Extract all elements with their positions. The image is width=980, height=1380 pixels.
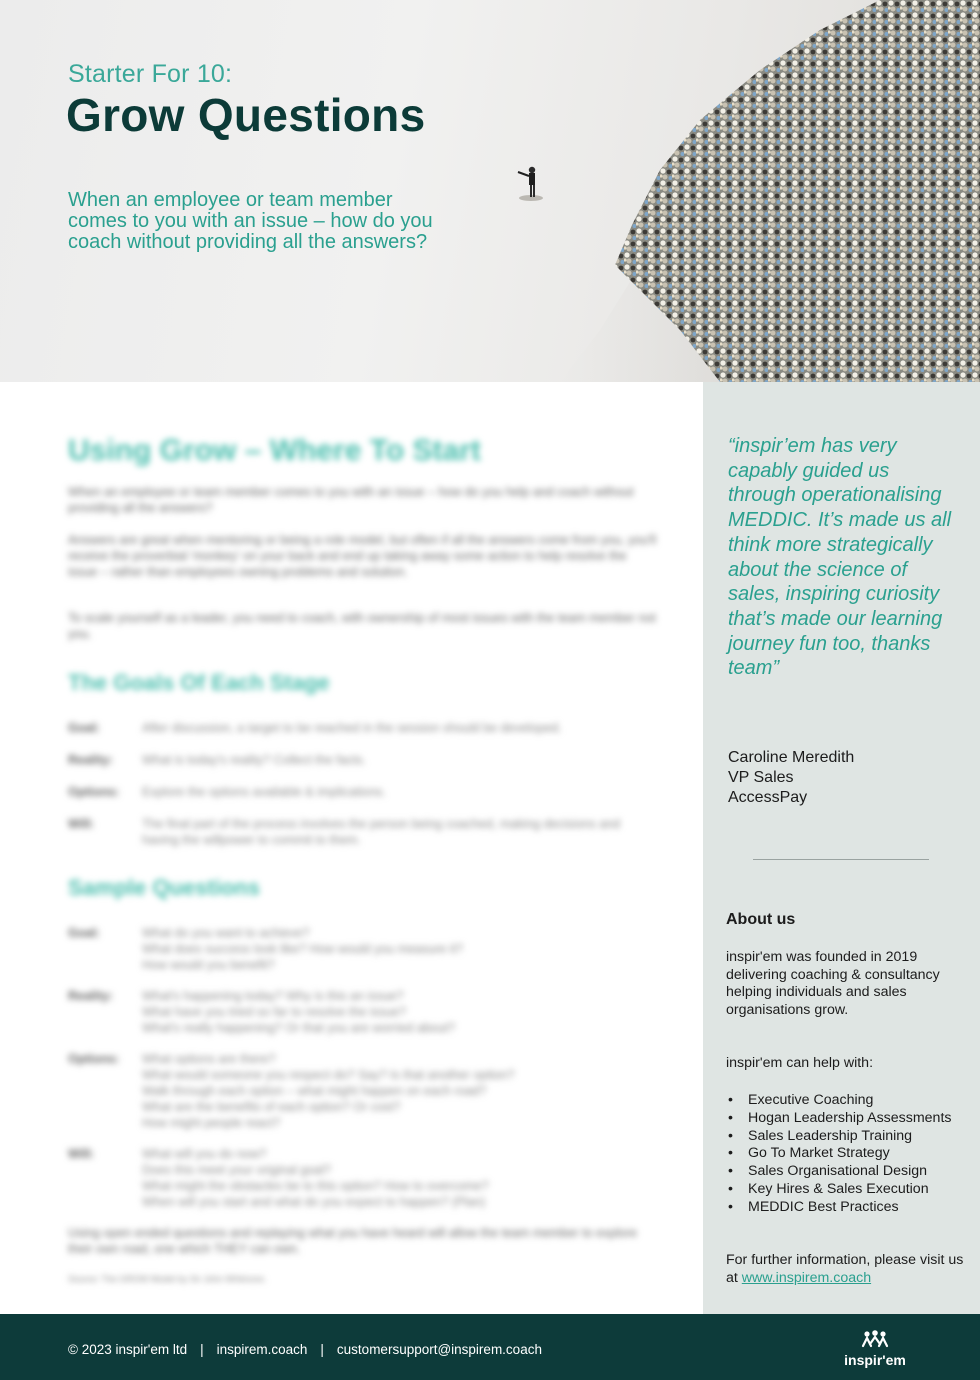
question-line: What do you want to achieve? <box>142 926 310 940</box>
hero-banner <box>0 0 980 382</box>
closing-paragraph: Using open ended questions and replaying what you have heard will allow the team member to explore their own road, one which THEY can own. <box>68 1226 638 1256</box>
questions-heading: Sample Questions <box>68 875 260 900</box>
question-line: Walk through each option – what might happen on each road? <box>142 1084 487 1098</box>
divider <box>753 859 929 860</box>
footer-copyright: © 2023 inspir'em ltd <box>68 1342 188 1357</box>
source-note: Source: The GROW Model by Sir John Whitmore. <box>68 1274 267 1284</box>
article-heading: Using Grow – Where To Start <box>68 434 481 467</box>
question-label: Goal: <box>68 926 100 940</box>
question-line: How might people react? <box>142 1116 281 1130</box>
testimonial-attribution <box>728 748 854 807</box>
services-list <box>726 1092 971 1217</box>
paragraph-three: To scale yourself as a leader, you need to coach, with ownership of most issues with the team member not you. <box>68 611 656 641</box>
question-label: Reality: <box>68 989 114 1003</box>
question-line: What would someone you respect do? Say? Is that another option? <box>142 1068 515 1082</box>
question-line: What options are there? <box>142 1052 276 1066</box>
question-line: What's really happening? Or that you are worried about? <box>142 1021 455 1035</box>
goal-label: Reality: <box>68 753 114 767</box>
question-line: When will you start and what do you expect to happen? (Plan) <box>142 1195 486 1209</box>
people-logo-icon <box>861 1330 889 1350</box>
page-title: Grow Questions <box>66 89 426 141</box>
goals-heading: The Goals Of Each Stage <box>68 670 330 695</box>
list-item: • Executive Coaching <box>726 1092 971 1110</box>
about-heading: About us <box>726 911 796 928</box>
testimonial-quote: “inspir’em has very capably guided us through operationalising MEDDIC. It’s made us all think more strategically about the science of sales, inspiring curiosity that’s made our learning journey fun too, thanks team” <box>728 435 952 680</box>
testimonial-role: VP Sales <box>728 768 794 786</box>
help-heading: inspir'em can help with: <box>726 1055 874 1071</box>
footer-site-link[interactable]: inspirem.coach <box>216 1342 308 1357</box>
question-line: What's happening today? Why is this an issue? <box>142 989 404 1003</box>
intro-paragraph: When an employee or team member comes to you with an issue – how do you help and coach without providing all the answers? <box>68 485 634 515</box>
goal-text: What is today's reality? Collect the facts. <box>142 753 367 767</box>
goal-label: Will: <box>68 817 95 831</box>
sidebar <box>703 382 980 1314</box>
hero-subtitle: When an employee or team member comes to you with an issue – how do you coach without providing all the answers? <box>68 189 433 253</box>
footer-contact <box>68 1342 542 1357</box>
question-line: What have you tried so far to resolve the issue? <box>142 1005 407 1019</box>
list-item: • Sales Organisational Design <box>726 1163 971 1181</box>
question-label: Options: <box>68 1052 120 1066</box>
question-line: What are the benefits of each option? Or cost? <box>142 1100 401 1114</box>
goal-label: Options: <box>68 785 120 799</box>
question-line: Does this meet your original goal? <box>142 1163 331 1177</box>
footer-email-link[interactable]: customersupport@inspirem.coach <box>336 1342 542 1357</box>
footer <box>0 1314 980 1380</box>
testimonial-company: AccessPay <box>728 788 808 806</box>
hero-kicker: Starter For 10: <box>68 60 233 88</box>
further-info <box>726 1252 976 1288</box>
list-item: • Hogan Leadership Assessments <box>726 1110 971 1128</box>
list-item: • Sales Leadership Training <box>726 1128 971 1146</box>
footer-separator: | <box>200 1342 204 1357</box>
goal-label: Goal: <box>68 721 100 735</box>
question-line: What will you do now? <box>142 1147 267 1161</box>
question-label: Will: <box>68 1147 95 1161</box>
leader-figure <box>518 167 543 201</box>
about-text: inspir'em was founded in 2019 delivering coaching & consultancy helping individuals and sales organisations grow. <box>726 949 940 1018</box>
paragraph-two: Answers are great when mentoring or being a role model, but often if all the answers come from you, you'll receive the proverbial 'monkey' on your back and end up taking away some action to help resolve the issue – rather than employees owning problems and solution. <box>68 533 657 579</box>
brand-logo <box>838 1330 912 1368</box>
goal-text: After discussion, a target to be reached in the session should be developed. <box>142 721 562 735</box>
testimonial-name: Caroline Meredith <box>728 749 855 766</box>
logo-text: inspir'em <box>844 1352 906 1368</box>
list-item: • Go To Market Strategy <box>726 1145 971 1163</box>
question-line: What might the obstacles be to this option? How to overcome? <box>142 1179 489 1193</box>
list-item: • Key Hires & Sales Execution <box>726 1181 971 1199</box>
question-line: What does success look like? How would you measure it? <box>142 942 463 956</box>
question-line: How would you benefit? <box>142 958 275 972</box>
website-link[interactable]: www.inspirem.coach <box>741 1269 872 1286</box>
goal-text: The final part of the process involves the person being coached, making decisions and having the willpower to commit to them. <box>142 817 621 847</box>
main-content <box>0 382 703 1314</box>
footer-separator: | <box>320 1342 324 1357</box>
goal-text: Explore the options available & implications. <box>142 785 386 799</box>
further-info-text: For further information, please visit us at <box>726 1252 964 1286</box>
list-item: • MEDDIC Best Practices <box>726 1199 971 1217</box>
